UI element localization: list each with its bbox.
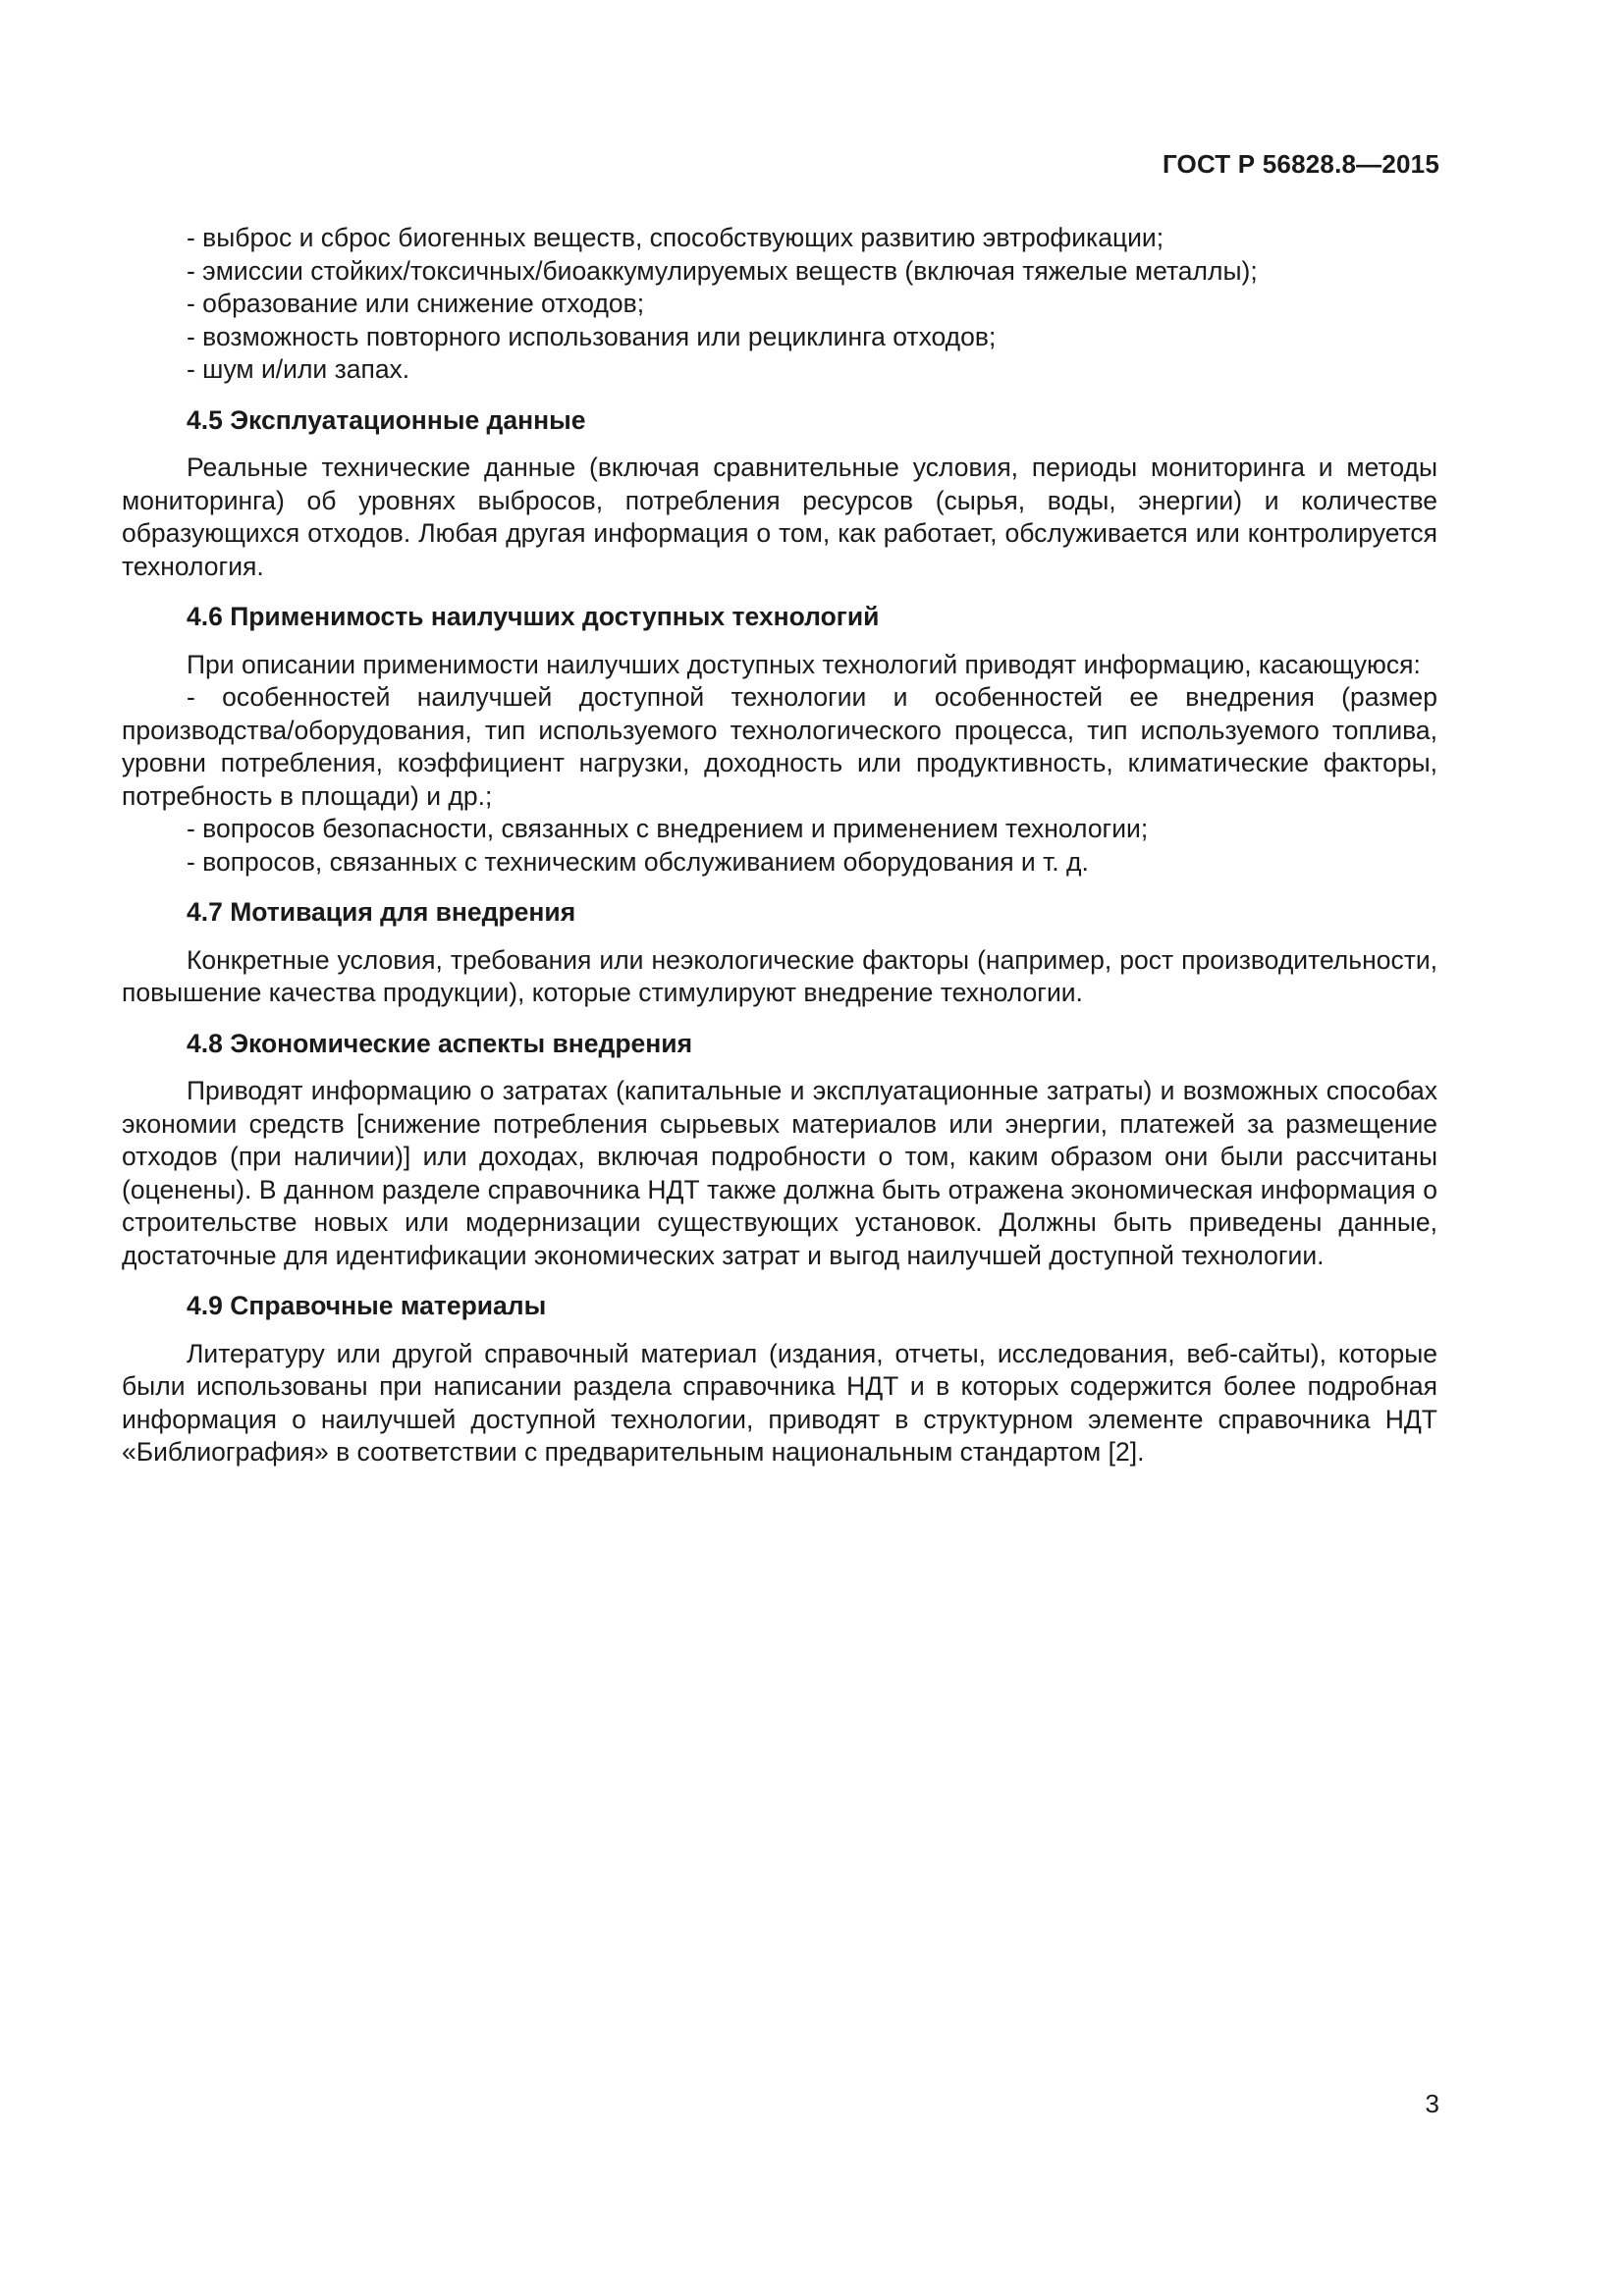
section-heading: 4.8 Экономические аспекты внедрения: [187, 1028, 693, 1058]
section-heading: 4.9 Справочные материалы: [187, 1291, 547, 1320]
paragraph: Приводят информацию о затратах (капитальные и эксплуатационные затраты) и возможных способах экономии средств [снижение потребления сырьевых материалов или энергии, платежей за размещение отходов (при наличии)] или доходах, включая подробности о том, каким образом они были рассчитаны (оценены). В данном разделе справочника НДТ также должна быть отражена экономическая информация о строительстве новых или модернизации существующих установок. Должны быть приведены данные, достаточные для идентификации экономических затрат и выгод наилучшей доступной технологии.: [122, 1076, 1437, 1270]
section-4-9: [122, 1290, 1437, 1469]
section-4-6: [122, 601, 1437, 879]
list-item: - особенностей наилучшей доступной технологии и особенностей ее внедрения (размер производства/оборудования, тип используемого технологического процесса, тип используемого топлива, уровни потребления, коэффициент нагрузки, доходность или продуктивность, климатические факторы, потребность в площади) и др.;: [122, 682, 1437, 811]
paragraph: При описании применимости наилучших доступных технологий приводят информацию, касающуюся:: [187, 649, 1421, 679]
paragraph: Литературу или другой справочный материал (издания, отчеты, исследования, веб-сайты), которые были использованы при написании раздела справочника НДТ и в которых содержится более подробная информация о наилучшей доступной технологии, приводят в структурном элементе справочника НДТ «Библиография» в соответствии с предварительным национальным стандартом [2].: [122, 1338, 1437, 1467]
page-number: 3: [1425, 2089, 1439, 2118]
section-4-5: [122, 404, 1437, 584]
list-item: - вопросов, связанных с техническим обслуживанием оборудования и т. д.: [187, 846, 1089, 877]
section-heading: 4.6 Применимость наилучших доступных технологий: [187, 602, 880, 631]
list-item: - выброс и сброс биогенных веществ, способствующих развитию эвтрофикации;: [187, 223, 1164, 252]
list-item: - эмиссии стойких/токсичных/биоаккумулируемых веществ (включая тяжелые металлы);: [187, 255, 1258, 286]
paragraph: Конкретные условия, требования или неэкологические факторы (например, рост производительности, повышение качества продукции), которые стимулируют внедрение технологии.: [122, 944, 1437, 1007]
intro-list: [122, 222, 1437, 387]
page-body: [122, 222, 1437, 1487]
section-heading: 4.7 Мотивация для внедрения: [187, 897, 576, 927]
list-item: - образование или снижение отходов;: [187, 289, 645, 318]
document-code: ГОСТ Р 56828.8—2015: [1162, 149, 1439, 179]
section-4-8: [122, 1028, 1437, 1273]
section-4-7: [122, 896, 1437, 1010]
list-item: - вопросов безопасности, связанных с внедрением и применением технологии;: [187, 814, 1149, 843]
list-item: - шум и/или запах.: [187, 354, 410, 384]
paragraph: Реальные технические данные (включая сравнительные условия, периоды мониторинга и методы мониторинга) об уровнях выбросов, потребления ресурсов (сырья, воды, энергии) и количестве образующихся отходов. Любая другая информация о том, как работает, обслуживается или контролируется технология.: [122, 453, 1437, 581]
section-heading: 4.5 Эксплуатационные данные: [187, 404, 586, 435]
list-item: - возможность повторного использования или рециклинга отходов;: [187, 321, 997, 351]
